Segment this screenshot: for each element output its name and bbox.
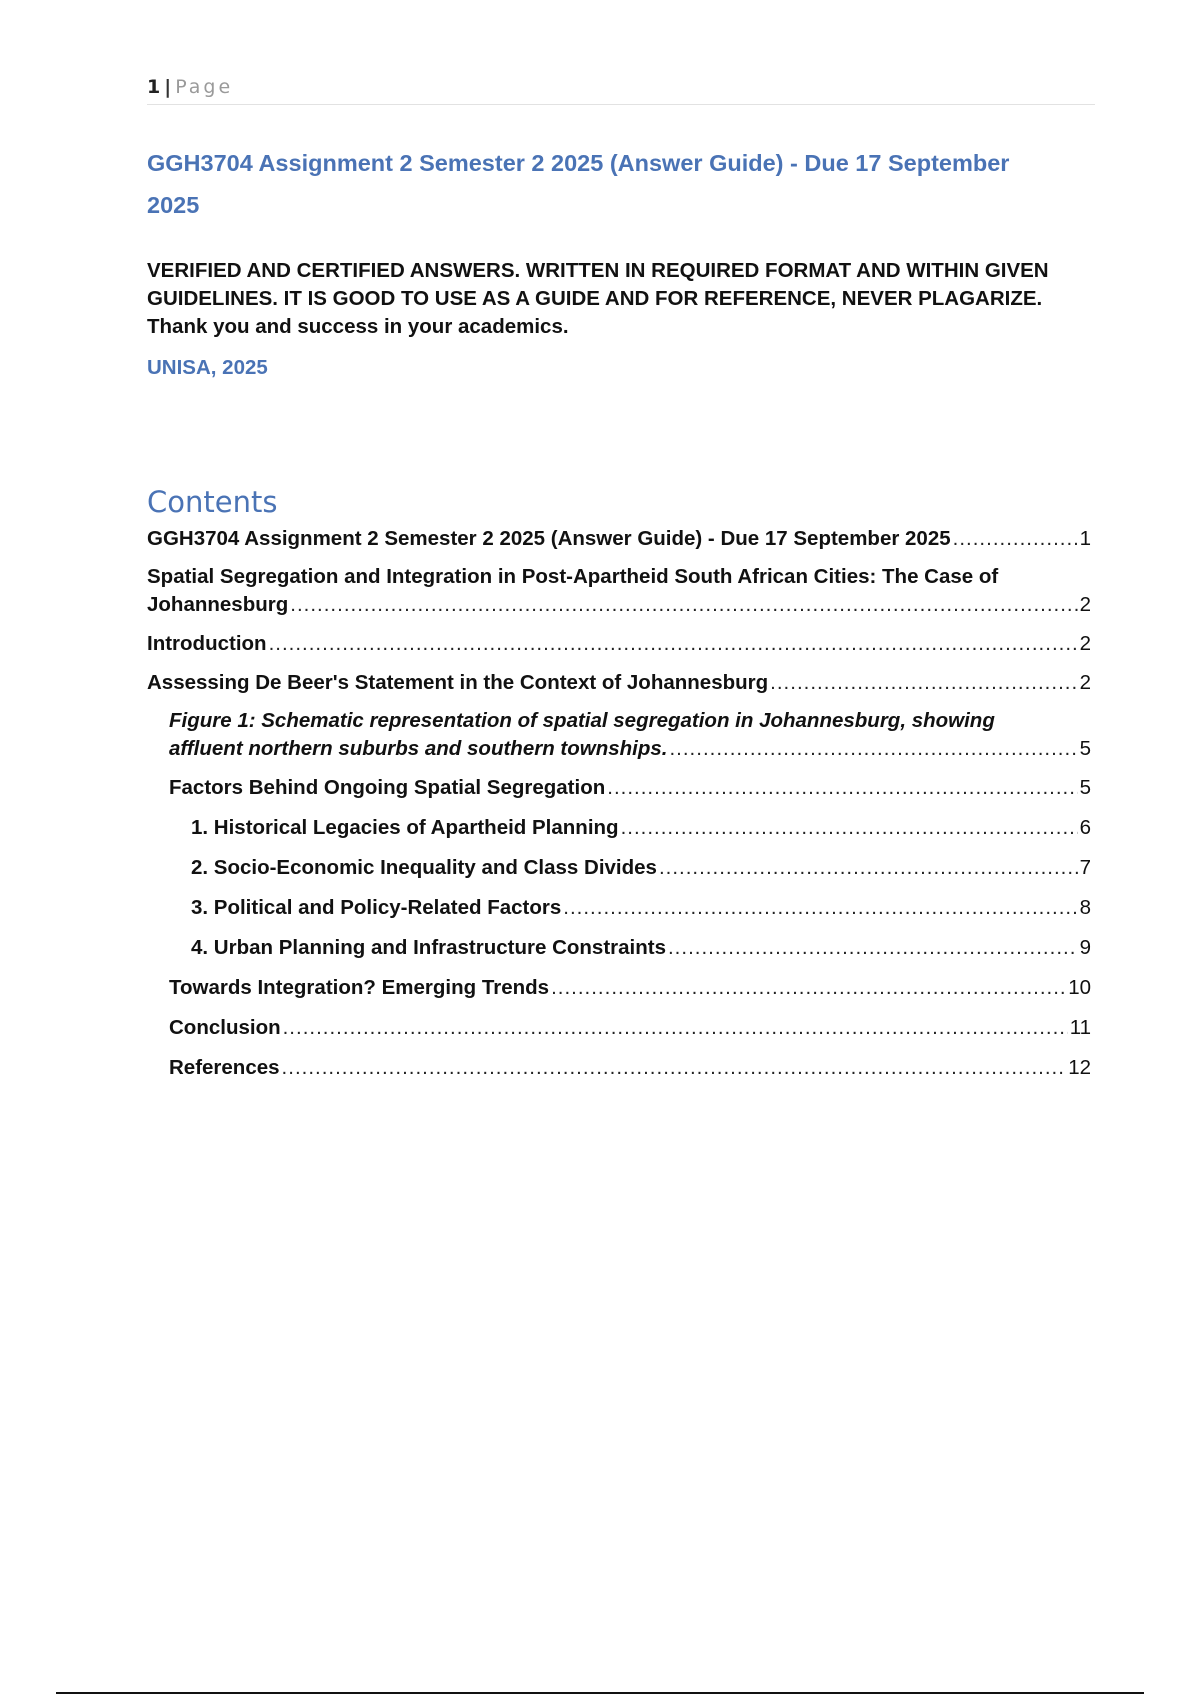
toc-entry[interactable]: [147, 525, 1091, 553]
toc-entry-title: affluent northern suburbs and southern townships.: [169, 737, 668, 760]
toc-entry-page: 2: [1079, 671, 1091, 694]
table-of-contents: [147, 525, 1091, 1082]
toc-entry-page: 11: [1069, 1016, 1091, 1039]
footer-rule: [56, 1692, 1144, 1694]
toc-entry-title-line1: Spatial Segregation and Integration in Post-Apartheid South African Cities: The Case of: [147, 565, 999, 588]
toc-leader: [953, 525, 1078, 553]
toc-leader: [621, 814, 1078, 842]
toc-entry-title: GGH3704 Assignment 2 Semester 2 2025 (Answer Guide) - Due 17 September 2025: [147, 527, 951, 550]
document-title: GGH3704 Assignment 2 Semester 2 2025 (Answer Guide) - Due 17 September 2025: [147, 150, 1010, 218]
toc-entry-title: 3. Political and Policy-Related Factors: [191, 896, 562, 919]
toc-entry[interactable]: [169, 1054, 1091, 1082]
toc-entry[interactable]: [147, 563, 1091, 619]
toc-entry[interactable]: [169, 774, 1091, 802]
toc-entry-title-line1: Figure 1: Schematic representation of spatial segregation in Johannesburg, showing: [169, 709, 995, 732]
toc-entry-title: Factors Behind Ongoing Spatial Segregation: [169, 776, 606, 799]
toc-entry-page: 5: [1079, 776, 1091, 799]
toc-entry-page: 10: [1068, 976, 1091, 999]
toc-entry-title: Assessing De Beer's Statement in the Context of Johannesburg: [147, 671, 769, 694]
page-header: [147, 76, 1095, 105]
toc-entry-page: 2: [1079, 593, 1091, 616]
page-word: Page: [175, 76, 234, 98]
toc-entry-title: Towards Integration? Emerging Trends: [169, 976, 550, 999]
toc-leader: [563, 894, 1077, 922]
toc-leader: [269, 630, 1078, 658]
toc-entry-title: Johannesburg: [147, 593, 289, 616]
toc-entry[interactable]: [169, 974, 1091, 1002]
toc-entry[interactable]: [147, 630, 1091, 658]
toc-entry-page: 6: [1079, 816, 1091, 839]
toc-entry-page: 9: [1079, 936, 1091, 959]
toc-entry-page: 1: [1079, 527, 1091, 550]
toc-entry-page: 7: [1079, 856, 1091, 879]
toc-leader: [668, 934, 1078, 962]
verification-notice: VERIFIED AND CERTIFIED ANSWERS. WRITTEN IN REQUIRED FORMAT AND WITHIN GIVEN GUIDELINES. IT IS GOOD TO USE AS A GUIDE AND FOR REFERENCE, NEVER PLAGARIZE. Thank you and success in your academics.: [147, 259, 1049, 338]
toc-entry[interactable]: [147, 669, 1091, 697]
toc-leader: [659, 854, 1078, 882]
toc-leader: [607, 774, 1077, 802]
page-separator: |: [164, 76, 172, 98]
toc-leader: [551, 974, 1066, 1002]
toc-heading: Contents: [147, 485, 278, 519]
toc-entry-page: 8: [1079, 896, 1091, 919]
toc-entry-title: References: [169, 1056, 280, 1079]
toc-entry-title: Conclusion: [169, 1016, 281, 1039]
organization-line: UNISA, 2025: [147, 356, 268, 379]
toc-entry[interactable]: [169, 1014, 1091, 1042]
toc-entry[interactable]: [191, 854, 1091, 882]
toc-entry-title: 2. Socio-Economic Inequality and Class Divides: [191, 856, 657, 879]
toc-entry-page: 5: [1079, 737, 1091, 760]
toc-entry[interactable]: [169, 707, 1091, 763]
page-number: 1: [147, 76, 161, 98]
toc-entry-title: Introduction: [147, 632, 267, 655]
toc-entry-page: 2: [1079, 632, 1091, 655]
toc-leader: [290, 591, 1077, 619]
toc-leader: [669, 735, 1077, 763]
toc-leader: [282, 1054, 1067, 1082]
toc-leader: [283, 1014, 1068, 1042]
toc-entry-title: 4. Urban Planning and Infrastructure Constraints: [191, 936, 666, 959]
toc-entry-title: 1. Historical Legacies of Apartheid Planning: [191, 816, 619, 839]
toc-entry[interactable]: [191, 934, 1091, 962]
toc-entry-page: 12: [1068, 1056, 1091, 1079]
toc-entry[interactable]: [191, 814, 1091, 842]
toc-entry[interactable]: [191, 894, 1091, 922]
toc-leader: [770, 669, 1077, 697]
